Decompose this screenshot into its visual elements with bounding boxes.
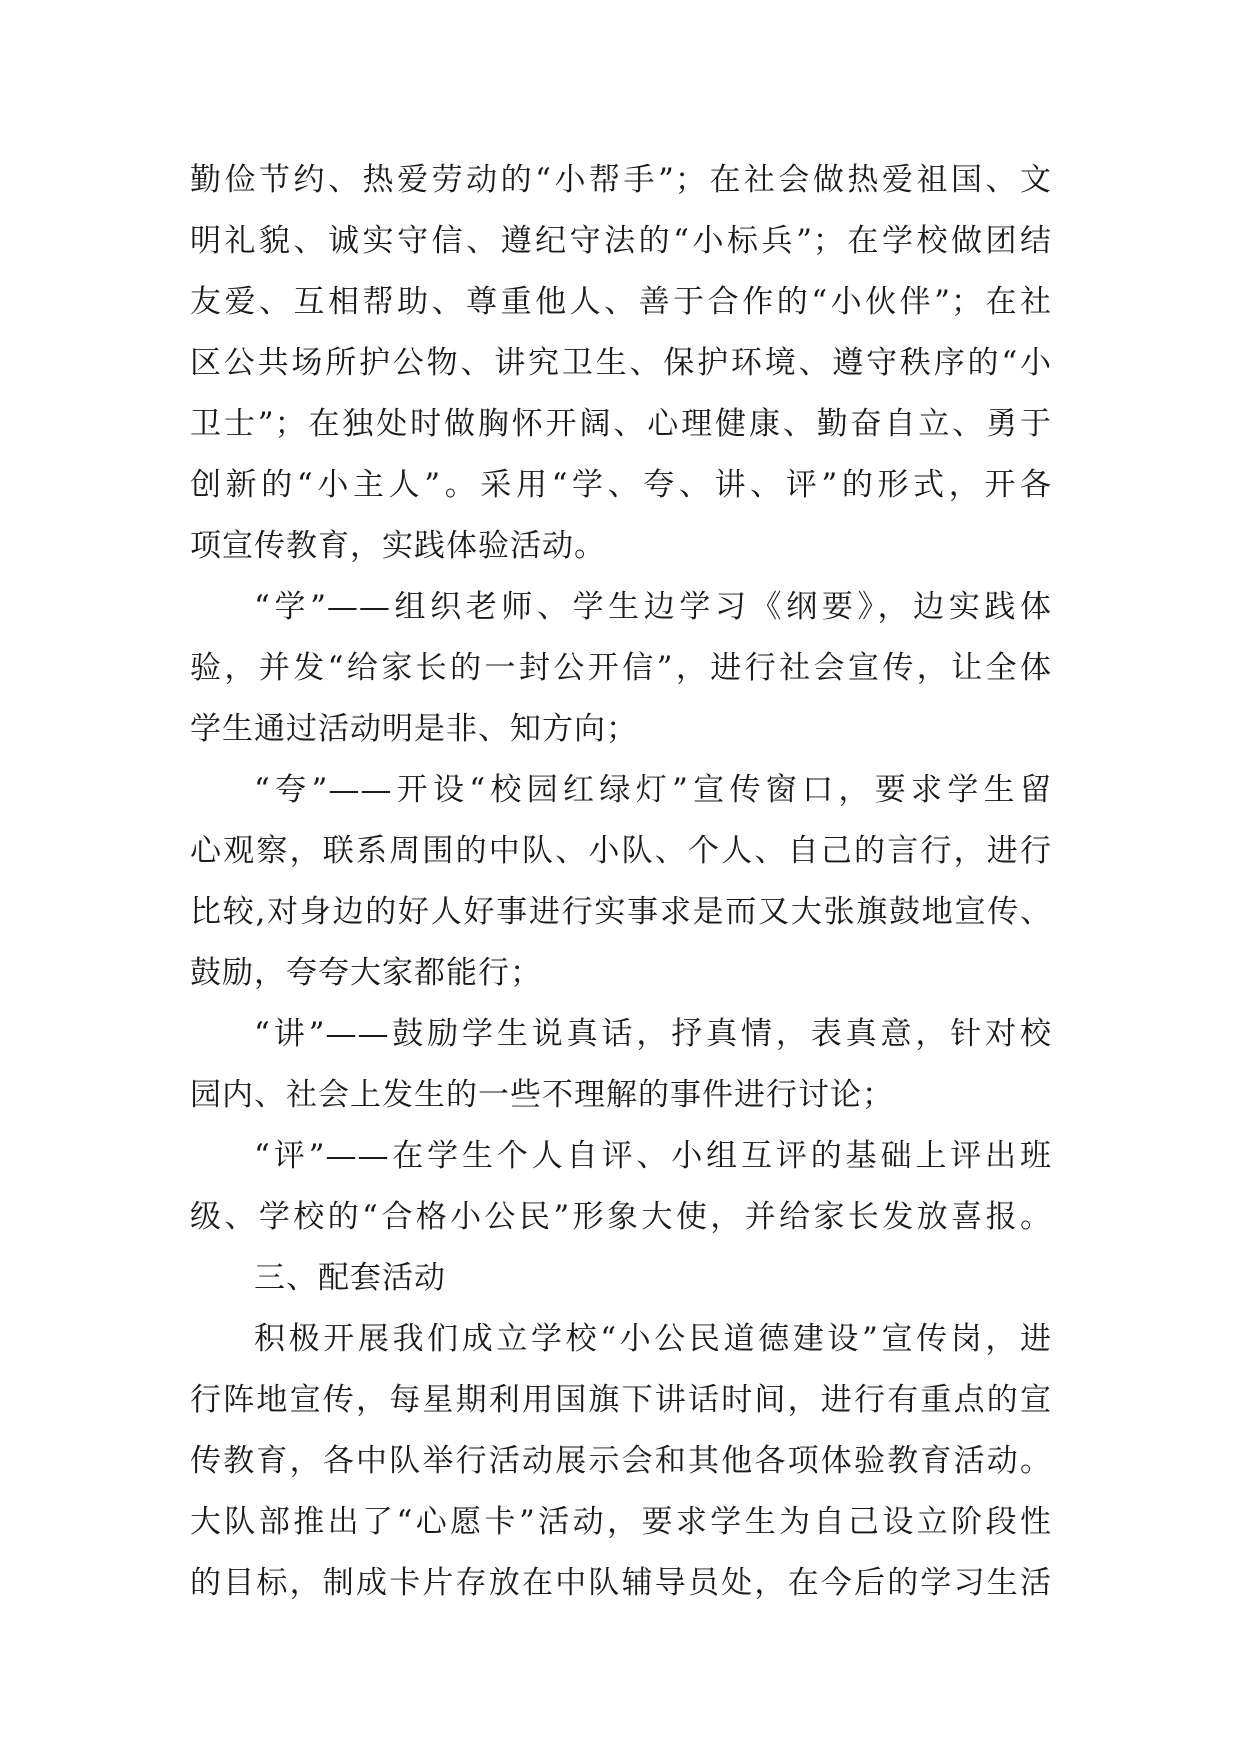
paragraph-first-line: “夸”——开设“校园红绿灯”宣传窗口，要求学生留 xyxy=(254,772,1052,808)
text-line: 明礼貌、诚实守信、遵纪守法的“小标兵”；在学校做团结 xyxy=(190,223,1052,259)
text-line: 大队部推出了“心愿卡”活动，要求学生为自己设立阶段性 xyxy=(190,1504,1052,1540)
paragraph-first-line: 积极开展我们成立学校“小公民道德建设”宣传岗，进 xyxy=(254,1321,1052,1357)
text-line: 的目标，制成卡片存放在中队辅导员处，在今后的学习生活 xyxy=(190,1565,1052,1601)
text-line: 项宣传教育，实践体验活动。 xyxy=(190,528,606,564)
text-line: 勤俭节约、热爱劳动的“小帮手”；在社会做热爱祖国、文 xyxy=(190,162,1052,198)
text-line: 学生通过活动明是非、知方向； xyxy=(190,711,638,747)
paragraph-first-line: “讲”——鼓励学生说真话，抒真情，表真意，针对校 xyxy=(254,1016,1052,1052)
text-line: 鼓励，夸夸大家都能行； xyxy=(190,955,542,991)
text-line: 行阵地宣传，每星期利用国旗下讲话时间，进行有重点的宣 xyxy=(190,1382,1052,1418)
text-line: 友爱、互相帮助、尊重他人、善于合作的“小伙伴”；在社 xyxy=(190,284,1052,320)
text-line: 验，并发“给家长的一封公开信”，进行社会宣传，让全体 xyxy=(190,650,1052,686)
text-line: 区公共场所护公物、讲究卫生、保护环境、遵守秩序的“小 xyxy=(190,345,1052,381)
text-line: 比较,对身边的好人好事进行实事求是而又大张旗鼓地宣传、 xyxy=(190,894,1052,930)
text-line: 创新的“小主人”。采用“学、夸、讲、评”的形式，开各 xyxy=(190,467,1052,503)
text-line: 传教育，各中队举行活动展示会和其他各项体验教育活动。 xyxy=(190,1443,1052,1479)
text-line: 卫士”；在独处时做胸怀开阔、心理健康、勤奋自立、勇于 xyxy=(190,406,1052,442)
paragraph-first-line: “评”——在学生个人自评、小组互评的基础上评出班 xyxy=(254,1138,1052,1174)
text-line: 园内、社会上发生的一些不理解的事件进行讨论； xyxy=(190,1077,894,1113)
body-text xyxy=(190,150,1052,1614)
section-heading: 三、配套活动 xyxy=(254,1260,446,1296)
paragraph-first-line: “学”——组织老师、学生边学习《纲要》，边实践体 xyxy=(254,589,1052,625)
text-line: 心观察，联系周围的中队、小队、个人、自己的言行，进行 xyxy=(190,833,1052,869)
text-line: 级、学校的“合格小公民”形象大使，并给家长发放喜报。 xyxy=(190,1199,1052,1235)
